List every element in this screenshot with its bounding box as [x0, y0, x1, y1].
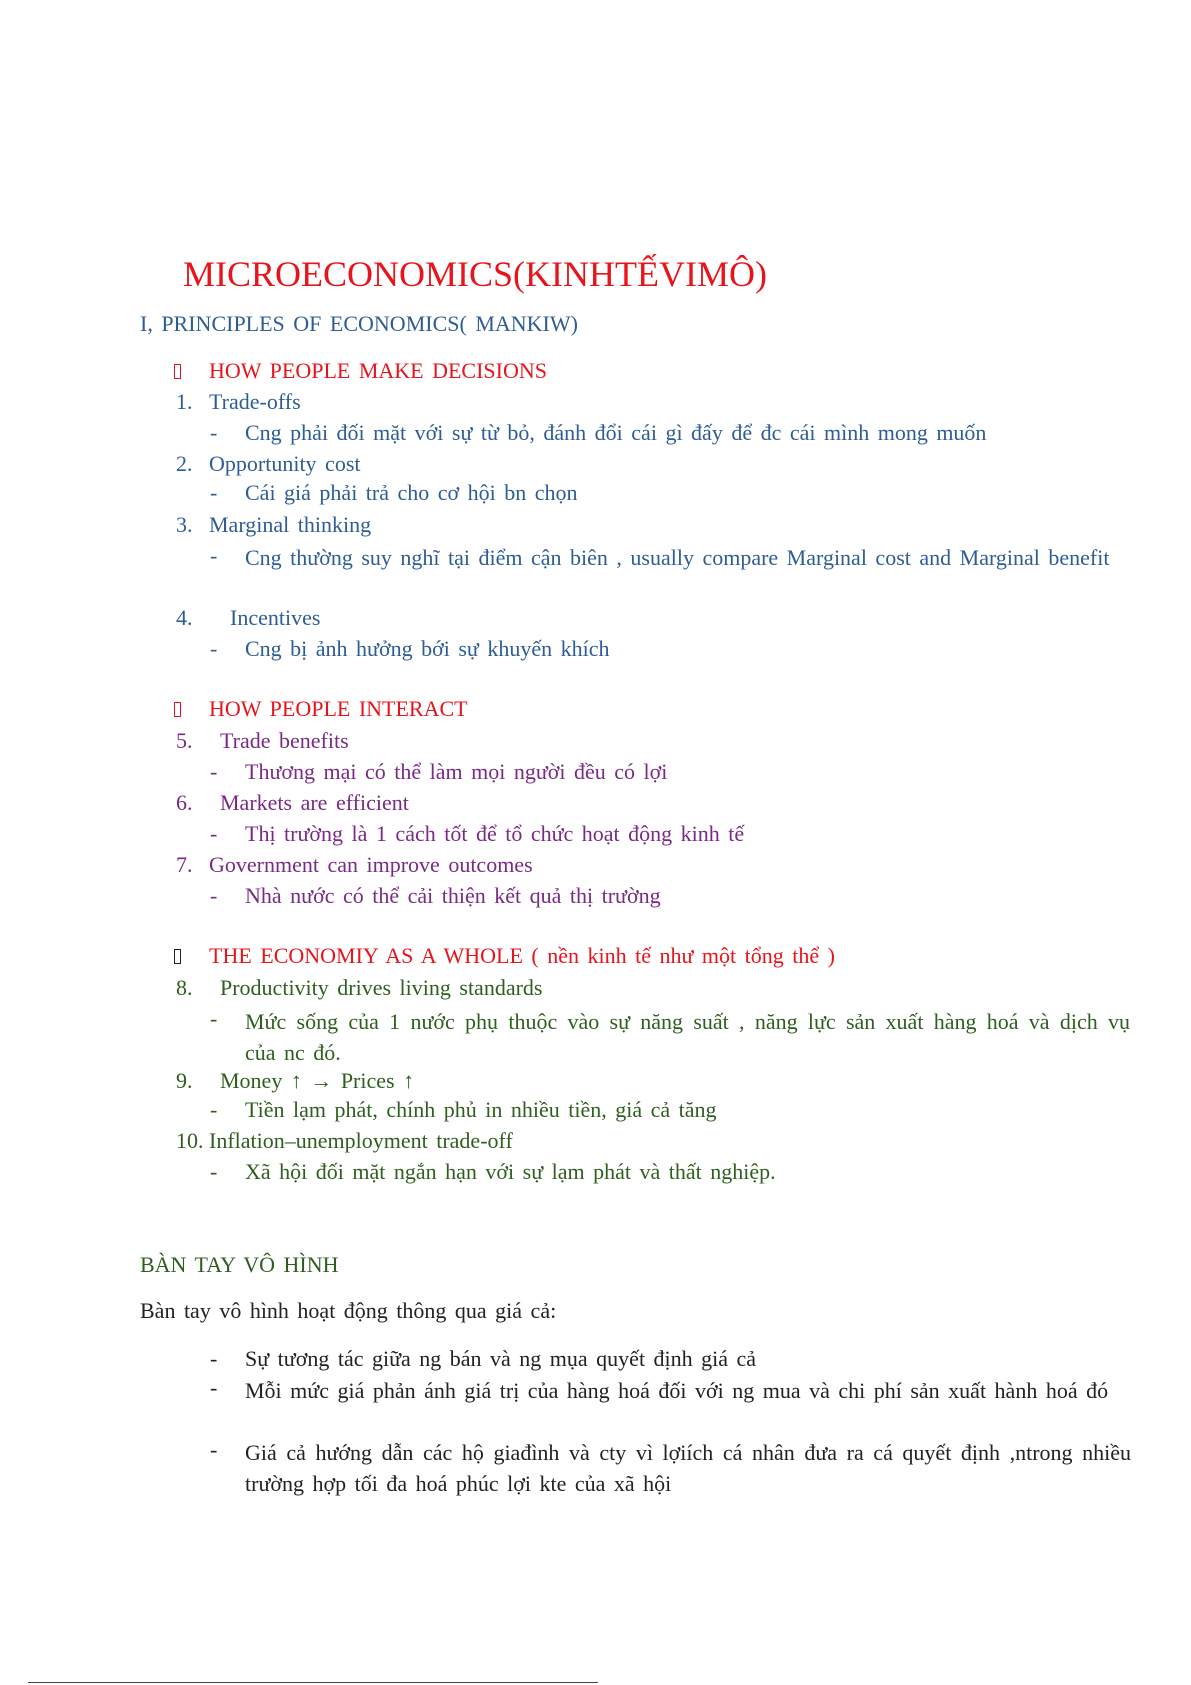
section-heading: I, PRINCIPLES OF ECONOMICS( MANKIW): [140, 311, 578, 336]
list-item-label: Incentives: [230, 605, 321, 630]
invisible-hand-point: Mỗi mức giá phản ánh giá trị của hàng hoá đối với ng mua và chi phí sản xuất hành hoá đó: [245, 1378, 1109, 1403]
list-item-label: Trade-offs: [209, 389, 301, 414]
dash-bullet: -: [210, 1375, 218, 1400]
invisible-hand-point: Sự tương tác giữa ng bán và ng mụa quyết định giá cả: [245, 1346, 757, 1371]
list-number: 6.: [176, 790, 193, 815]
list-item-label: Marginal thinking: [209, 512, 372, 537]
dash-bullet: -: [210, 543, 218, 568]
list-item-note: Cái giá phải trả cho cơ hội bn chọn: [245, 480, 578, 505]
group-heading-whole: [174, 943, 181, 969]
dash-bullet: -: [210, 636, 218, 661]
dash-bullet: -: [210, 1159, 218, 1184]
list-item-note: Thương mại có thể làm mọi người đều có lợi: [245, 759, 668, 784]
list-item-note: Cng thường suy nghĩ tại điểm cận biên , usually compare Marginal cost and Marginal benefit: [245, 545, 1110, 570]
group-heading-label: HOW PEOPLE MAKE DECISIONS: [209, 358, 547, 383]
list-item-label: Inflation–unemployment trade-off: [209, 1128, 513, 1153]
list-number: 9.: [176, 1068, 193, 1093]
list-item-note: Mức sống của 1 nước phụ thuộc vào sự năng suất , năng lực sản xuất hàng hoá và dịch vụ của nc đó.: [245, 1009, 1130, 1065]
square-bullet-icon: [174, 364, 181, 379]
page-title: MICROECONOMICS(KINHTẾVIMÔ): [183, 254, 767, 294]
dash-bullet: -: [210, 420, 218, 445]
list-number: 10.: [176, 1128, 204, 1153]
group-heading-label: HOW PEOPLE INTERACT: [209, 696, 468, 721]
group-heading-decisions: [174, 358, 181, 384]
list-item-note: Nhà nước có thể cải thiện kết quả thị trường: [245, 883, 661, 908]
dash-bullet: -: [210, 883, 218, 908]
dash-bullet: -: [210, 1006, 218, 1031]
footer-divider: [28, 1682, 598, 1683]
list-item-label: Trade benefits: [220, 728, 349, 753]
list-number: 2.: [176, 451, 193, 476]
list-item-label: Markets are efficient: [220, 790, 409, 815]
list-item-note: Tiền lạm phát, chính phủ in nhiều tiền, giá cả tăng: [245, 1097, 717, 1122]
dash-bullet: -: [210, 1437, 218, 1462]
dash-bullet: -: [210, 1346, 218, 1371]
list-number: 5.: [176, 728, 193, 753]
list-number: 8.: [176, 975, 193, 1000]
group-heading-label: THE ECONOMIY AS A WHOLE ( nền kinh tế như một tổng thể ): [209, 943, 835, 968]
dash-bullet: -: [210, 1097, 218, 1122]
list-item-label: Money ↑ → Prices ↑: [220, 1068, 415, 1093]
square-bullet-icon: [174, 702, 181, 717]
invisible-hand-heading: BÀN TAY VÔ HÌNH: [140, 1252, 339, 1277]
invisible-hand-intro: Bàn tay vô hình hoạt động thông qua giá cả:: [140, 1298, 557, 1323]
list-number: 3.: [176, 512, 193, 537]
list-item-note: Cng bị ảnh hưởng bới sự khuyến khích: [245, 636, 610, 661]
list-number: 7.: [176, 852, 193, 877]
invisible-hand-point: Giá cả hướng dẫn các hộ giađình và cty vì lợiích cá nhân đưa ra cá quyết định ,ntrong nhiều trường hợp tối đa hoá phúc lợi kte của xã hội: [245, 1440, 1131, 1496]
square-bullet-icon: [174, 949, 181, 964]
dash-bullet: -: [210, 821, 218, 846]
list-item-note: Cng phải đối mặt với sự từ bỏ, đánh đổi cái gì đấy để đc cái mình mong muốn: [245, 420, 987, 445]
group-heading-interact: [174, 696, 181, 722]
list-number: 4.: [176, 605, 193, 630]
list-item-label: Opportunity cost: [209, 451, 361, 476]
list-item-label: Government can improve outcomes: [209, 852, 533, 877]
dash-bullet: -: [210, 480, 218, 505]
list-number: 1.: [176, 389, 193, 414]
dash-bullet: -: [210, 759, 218, 784]
list-item-label: Productivity drives living standards: [220, 975, 543, 1000]
list-item-note: Xã hội đối mặt ngắn hạn với sự lạm phát và thất nghiệp.: [245, 1159, 776, 1184]
list-item-note: Thị trường là 1 cách tốt để tổ chức hoạt động kinh tế: [245, 821, 745, 846]
